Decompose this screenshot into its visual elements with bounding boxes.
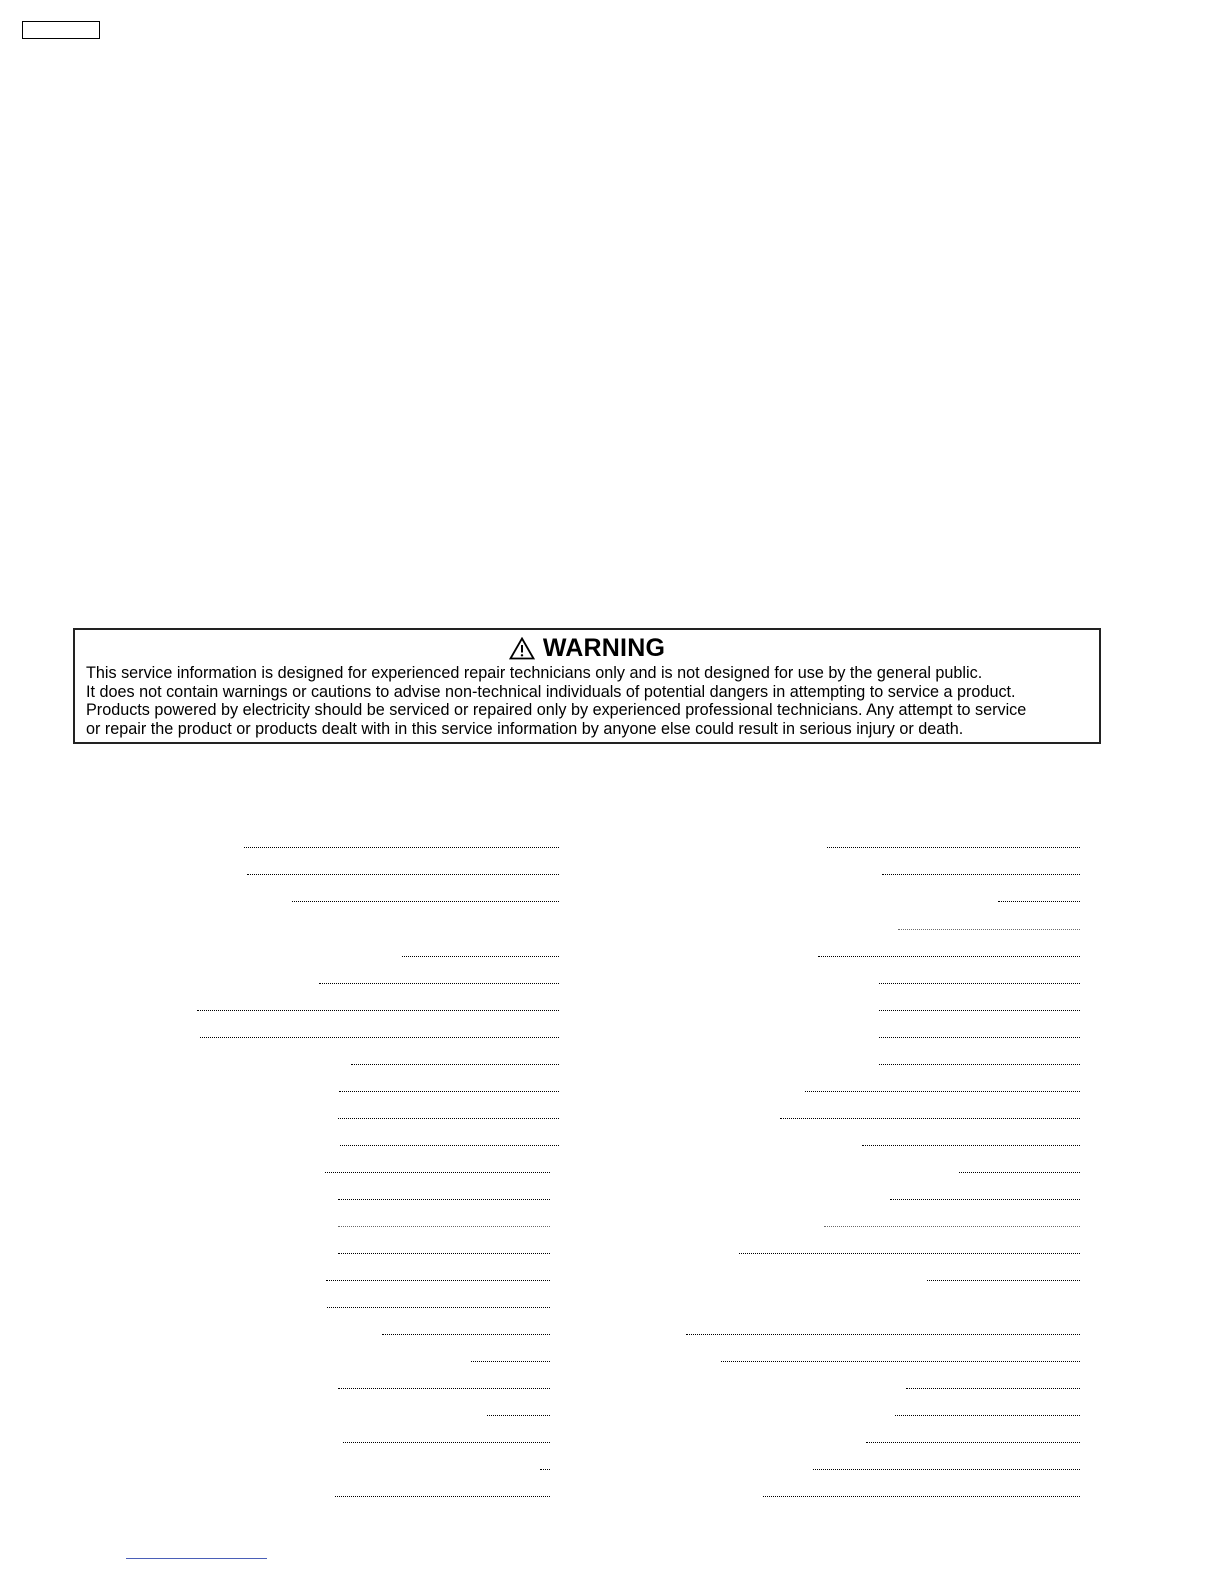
toc-leader-right	[927, 1280, 1080, 1281]
toc-leader-right	[827, 847, 1080, 848]
toc-leader-left	[326, 1280, 550, 1281]
toc-leader-right	[879, 1010, 1080, 1011]
toc-leader-right	[739, 1253, 1080, 1254]
toc-leader-right	[898, 929, 1080, 930]
toc-leader-right	[721, 1361, 1080, 1362]
toc-leader-left	[335, 1496, 550, 1497]
toc-leader-left	[200, 1037, 559, 1038]
toc-leader-left	[471, 1361, 550, 1362]
toc-leader-left	[338, 1118, 559, 1119]
toc-leader-left	[540, 1469, 550, 1470]
toc-leader-left	[343, 1442, 550, 1443]
toc-leader-right	[763, 1496, 1080, 1497]
toc-leader-right	[879, 1064, 1080, 1065]
toc-leader-left	[244, 847, 559, 848]
toc-leader-right	[890, 1199, 1080, 1200]
toc-leader-right	[813, 1469, 1080, 1470]
warning-line: or repair the product or products dealt with in this service information by anyone else could result in serious injury or death.	[86, 719, 964, 738]
warning-line: It does not contain warnings or cautions to advise non-technical individuals of potential dangers in attempting to service a product.	[86, 682, 1016, 701]
toc-leader-left	[402, 956, 559, 957]
toc-leader-right	[824, 1226, 1080, 1227]
toc-leader-right	[686, 1334, 1080, 1335]
toc-leader-right	[879, 983, 1080, 984]
toc-leader-left	[338, 1226, 550, 1227]
toc-leader-left	[351, 1064, 559, 1065]
toc-leader-right	[805, 1091, 1080, 1092]
toc-leader-right	[998, 901, 1080, 902]
toc-leader-left	[487, 1415, 550, 1416]
warning-triangle-icon	[509, 637, 535, 660]
toc-leader-left	[319, 983, 559, 984]
toc-leader-left	[382, 1334, 550, 1335]
page-stamp-box	[22, 21, 100, 39]
warning-box	[73, 628, 1101, 744]
toc-leader-left	[338, 1253, 550, 1254]
toc-leader-right	[959, 1172, 1080, 1173]
toc-leader-left	[338, 1388, 550, 1389]
warning-title	[75, 633, 1099, 663]
toc-leader-left	[339, 1091, 559, 1092]
toc-leader-right	[879, 1037, 1080, 1038]
warning-heading: WARNING	[542, 633, 666, 662]
toc-leader-left	[325, 1172, 550, 1173]
toc-leader-left	[292, 901, 559, 902]
warning-text	[86, 664, 1089, 738]
toc-leader-right	[780, 1118, 1080, 1119]
footer-link[interactable]	[126, 1558, 267, 1559]
toc-leader-left	[340, 1145, 559, 1146]
toc-leader-left	[327, 1307, 550, 1308]
warning-line: This service information is designed for experienced repair technicians only and is not designed for use by the general public.	[86, 664, 983, 682]
toc-leader-left	[338, 1199, 550, 1200]
toc-leader-right	[906, 1388, 1080, 1389]
toc-leader-left	[247, 874, 559, 875]
toc-leader-right	[862, 1145, 1080, 1146]
toc-leader-right	[882, 874, 1080, 875]
toc-leader-right	[866, 1442, 1080, 1443]
toc-leader-right	[895, 1415, 1080, 1416]
toc-leader-left	[197, 1010, 559, 1011]
toc-leader-right	[818, 956, 1080, 957]
warning-line: Products powered by electricity should be serviced or repaired only by experienced professional technicians. Any attempt to service	[86, 701, 1027, 720]
